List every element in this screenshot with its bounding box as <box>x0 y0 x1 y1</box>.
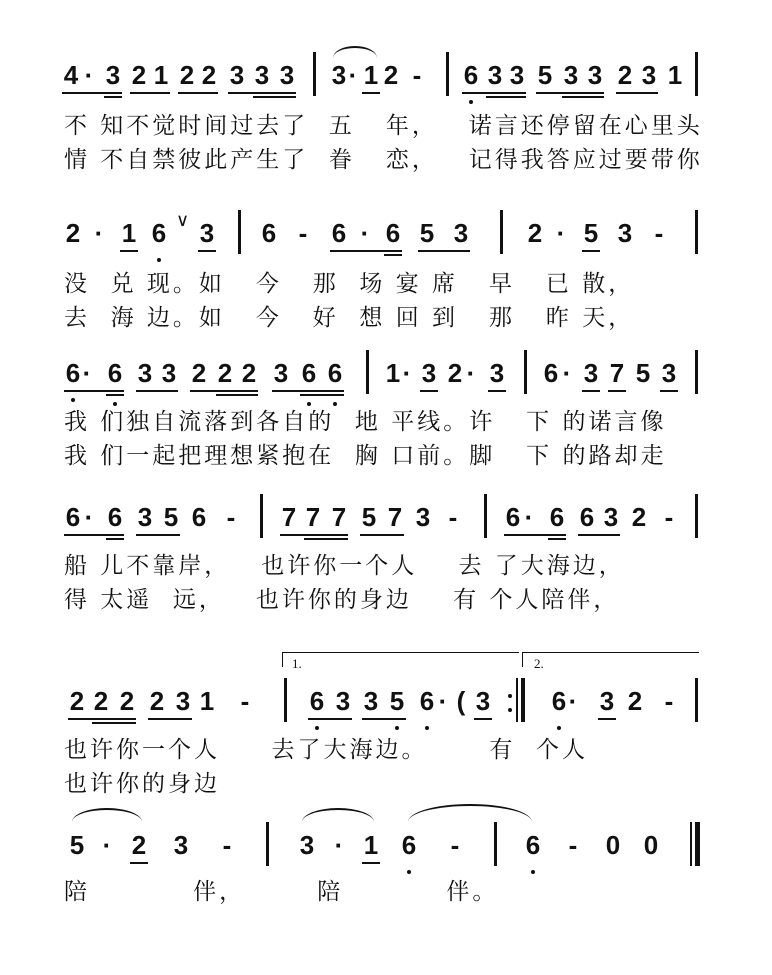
note-glyph: 3 <box>175 686 191 716</box>
beam-underline <box>362 92 380 94</box>
note-glyph: · <box>466 358 476 388</box>
barline <box>484 494 487 538</box>
beam-underline <box>660 390 678 392</box>
note-glyph: 6 <box>107 502 123 532</box>
note-glyph: - <box>568 830 578 860</box>
beam-underline <box>64 390 124 392</box>
note-glyph: 3 <box>583 358 599 388</box>
volta-2 <box>522 652 699 667</box>
note-glyph: 6 <box>543 358 559 388</box>
beam-underline <box>228 92 296 94</box>
note-glyph: 2 <box>217 358 233 388</box>
octave-dot <box>425 726 429 730</box>
beam-underline <box>598 718 616 720</box>
barline <box>500 210 503 254</box>
note-glyph: - <box>298 218 308 248</box>
barline <box>494 822 497 866</box>
note: 5 <box>537 60 553 90</box>
note-glyph: 6 <box>331 218 347 248</box>
note-glyph: 3 <box>599 686 615 716</box>
octave-dot <box>333 402 337 406</box>
beam-underline <box>330 250 402 252</box>
barline <box>266 822 269 866</box>
note-glyph: 2 <box>131 830 147 860</box>
barline <box>366 350 369 394</box>
beam-underline <box>486 96 526 98</box>
beam-underline <box>582 390 600 392</box>
beam-underline <box>420 390 438 392</box>
note-glyph: · <box>84 502 94 532</box>
note-glyph: · <box>82 358 92 388</box>
beam-underline <box>418 250 470 252</box>
volta-1-label: 1. <box>292 656 302 671</box>
volta-2-label: 2. <box>534 656 544 671</box>
beam-underline <box>120 250 138 252</box>
note-glyph: - <box>664 686 674 716</box>
octave-dot <box>315 726 319 730</box>
note-glyph: 3 <box>489 358 505 388</box>
beam-underline <box>548 538 566 540</box>
slur <box>333 46 377 58</box>
note: 3 <box>331 60 347 90</box>
note-glyph: 2 <box>447 358 463 388</box>
note: 1 <box>153 60 169 90</box>
barline <box>284 678 287 722</box>
beam-underline <box>280 534 348 536</box>
note-glyph: 2 <box>191 358 207 388</box>
notes-row <box>0 830 772 870</box>
note-glyph: · <box>94 218 104 248</box>
lyric-verse-1: 船 儿不靠岸， 也许你一个人 去 了大海边， <box>64 553 625 579</box>
note: 2 <box>617 60 633 90</box>
note: 3 <box>487 60 503 90</box>
barline <box>524 350 527 394</box>
note: 3 <box>254 60 270 90</box>
lyric-verse-2: 情 不自禁彼此产生了 眷 恋， 记得我答应过要带你 <box>64 147 703 173</box>
note: 3 <box>279 60 295 90</box>
note-glyph: 6 <box>549 502 565 532</box>
note-glyph: 3 <box>161 358 177 388</box>
note-glyph: 5 <box>635 358 651 388</box>
note-glyph: 6 <box>419 686 435 716</box>
lyric-verse-1: 也许你一个人 去了大海边。 有 个人 <box>64 737 589 763</box>
dot: · <box>348 60 358 90</box>
note-glyph: 3 <box>453 218 469 248</box>
note-glyph: 1 <box>121 218 137 248</box>
octave-dot <box>531 870 535 874</box>
octave-dot <box>307 402 311 406</box>
note-glyph: 6 <box>65 502 81 532</box>
note-glyph: 5 <box>419 218 435 248</box>
volta-1 <box>282 652 519 667</box>
barline <box>516 678 518 722</box>
beam-underline <box>504 534 566 536</box>
beam-underline <box>474 718 492 720</box>
beam-underline <box>216 394 258 396</box>
lyric-verse-1: 陪 伴， 陪 伴。 <box>64 879 499 905</box>
note-glyph: 6 <box>261 218 277 248</box>
note-glyph: 1 <box>385 358 401 388</box>
beam-underline <box>92 722 136 724</box>
note-glyph: 2 <box>119 686 135 716</box>
beam-underline <box>608 390 626 392</box>
note-glyph: 6 <box>191 502 207 532</box>
note-glyph: 3 <box>363 686 379 716</box>
beam-underline <box>488 390 506 392</box>
barline <box>238 210 241 254</box>
note-glyph: 6 <box>327 358 343 388</box>
note-glyph: - <box>664 502 674 532</box>
beam-underline <box>130 862 148 864</box>
note-glyph: 3 <box>661 358 677 388</box>
note-glyph: 5 <box>583 218 599 248</box>
beam-underline <box>360 534 404 536</box>
barline <box>695 350 698 394</box>
note: 2 <box>201 60 217 90</box>
barline <box>446 52 449 96</box>
barline <box>695 52 698 96</box>
barline <box>695 494 698 538</box>
note-glyph: 6 <box>107 358 123 388</box>
note: 3 <box>641 60 657 90</box>
note-glyph: 0 <box>643 830 659 860</box>
beam-underline <box>178 92 218 94</box>
lyric-verse-1: 不 知不觉时间过去了 五 年， 诺言还停留在心里头 <box>64 113 703 139</box>
note-glyph: 2 <box>149 686 165 716</box>
note-glyph: 2 <box>69 686 85 716</box>
beam-underline <box>104 96 122 98</box>
note-glyph: - <box>226 502 236 532</box>
note: 2 <box>131 60 147 90</box>
barline <box>313 52 316 96</box>
note-glyph: · <box>360 218 370 248</box>
note-glyph: · <box>402 358 412 388</box>
octave-dot <box>395 726 399 730</box>
note-glyph: 2 <box>93 686 109 716</box>
note-glyph: 2 <box>241 358 257 388</box>
beam-underline <box>578 534 620 536</box>
note-glyph: 6 <box>301 358 317 388</box>
note-glyph: 5 <box>69 830 85 860</box>
lyric-verse-2: 我 们一起把理想紧抱在 胸 口前。脚 下 的路却走 <box>64 443 667 469</box>
beam-underline <box>198 250 216 252</box>
note-glyph: 1 <box>363 830 379 860</box>
note-glyph: · <box>562 358 572 388</box>
note-glyph: 0 <box>605 830 621 860</box>
beam-underline <box>64 534 124 536</box>
note-glyph: 6 <box>505 502 521 532</box>
note-glyph: 7 <box>331 502 347 532</box>
octave-dot <box>71 398 75 402</box>
octave-dot <box>157 258 161 262</box>
note-glyph: 2 <box>527 218 543 248</box>
note-glyph: - <box>222 830 232 860</box>
note-glyph: 5 <box>389 686 405 716</box>
note: 1 <box>363 60 379 90</box>
lyric-verse-1: 没 兑 现。如 今 那 场 宴 席 早 已 散， <box>64 271 635 297</box>
note-glyph: · <box>524 502 534 532</box>
barline <box>695 210 698 254</box>
note-glyph: · <box>102 830 112 860</box>
beam-underline <box>136 534 180 536</box>
note-glyph: 3 <box>137 358 153 388</box>
note-glyph: 6 <box>551 686 567 716</box>
note-glyph: 3 <box>617 218 633 248</box>
note: 3 <box>587 60 603 90</box>
note-glyph: 3 <box>421 358 437 388</box>
beam-underline <box>106 538 124 540</box>
lyric-verse-2: 得 太遥 远， 也许你的身边 有 个人陪伴， <box>64 587 620 613</box>
note-glyph: 3 <box>199 218 215 248</box>
notes-row: 2 · 1 6 ∨ 3 6 - 6 · 6 5 3 2 · 5 3 - <box>0 218 772 258</box>
beam-underline <box>253 96 296 98</box>
beam-underline <box>148 718 192 720</box>
note-glyph: 3 <box>475 686 491 716</box>
notes-row <box>0 502 772 542</box>
barline <box>695 678 698 722</box>
beam-underline <box>136 390 178 392</box>
note-glyph: 3 <box>137 502 153 532</box>
note-glyph: 6 <box>309 686 325 716</box>
note: 3 <box>105 60 121 90</box>
note-glyph: 2 <box>65 218 81 248</box>
note-glyph: 7 <box>609 358 625 388</box>
notes-row <box>0 60 772 100</box>
beam-underline <box>272 390 344 392</box>
note-glyph: ( <box>456 686 466 716</box>
beam-underline <box>536 92 604 94</box>
lyric-verse-1: 我 们独自流落到各自的 地 平线。许 下 的诺言像 <box>64 409 667 435</box>
note-glyph: 3 <box>299 830 315 860</box>
beam-underline <box>384 254 402 256</box>
note-glyph: 2 <box>627 686 643 716</box>
note-glyph: 2 <box>631 502 647 532</box>
note: 1 <box>667 60 683 90</box>
beam-underline <box>190 390 258 392</box>
note-glyph: · <box>556 218 566 248</box>
beam-underline <box>462 92 526 94</box>
beam-underline <box>106 394 124 396</box>
note: 2 <box>179 60 195 90</box>
octave-dot <box>469 100 473 104</box>
beam-underline <box>562 96 604 98</box>
beam-underline <box>300 394 344 396</box>
note-glyph: 6 <box>525 830 541 860</box>
lyric-verse-2: 也许你的身边 <box>64 771 220 797</box>
note-glyph: 3 <box>273 358 289 388</box>
note-glyph: 5 <box>361 502 377 532</box>
note-glyph: 1 <box>199 686 215 716</box>
note-glyph: 3 <box>603 502 619 532</box>
slur <box>408 804 532 822</box>
note-glyph: - <box>450 830 460 860</box>
note-glyph: 3 <box>415 502 431 532</box>
beam-underline <box>582 250 600 252</box>
beam-underline <box>130 92 170 94</box>
beam-underline <box>616 92 658 94</box>
note-glyph: 6 <box>401 830 417 860</box>
note: 3 <box>509 60 525 90</box>
beam-underline <box>304 538 348 540</box>
beam-underline <box>308 718 352 720</box>
note-glyph: · <box>568 686 578 716</box>
note-glyph: - <box>240 686 250 716</box>
note-glyph: 5 <box>163 502 179 532</box>
notes-row <box>0 686 772 726</box>
octave-dot <box>407 870 411 874</box>
slur <box>72 808 142 822</box>
note-glyph: 3 <box>335 686 351 716</box>
barline <box>521 678 525 722</box>
dash: - <box>412 60 422 90</box>
note-glyph: 7 <box>387 502 403 532</box>
note-glyph: 7 <box>305 502 321 532</box>
beam-underline <box>62 92 122 94</box>
note: 3 <box>229 60 245 90</box>
note-glyph: · <box>438 686 448 716</box>
note-glyph: 7 <box>281 502 297 532</box>
notes-row <box>0 358 772 398</box>
note: 6 <box>463 60 479 90</box>
dot: · <box>84 60 94 90</box>
slur <box>302 808 374 822</box>
note-glyph: 6 <box>385 218 401 248</box>
note-glyph: - <box>654 218 664 248</box>
octave-dot <box>113 402 117 406</box>
barline <box>695 822 700 866</box>
note-glyph: 6 <box>151 218 167 248</box>
note-glyph: - <box>448 502 458 532</box>
barline <box>260 494 263 538</box>
octave-dot <box>508 694 512 698</box>
note: 4 <box>63 60 79 90</box>
note-glyph: · <box>334 830 344 860</box>
beam-underline <box>362 862 380 864</box>
octave-dot <box>557 726 561 730</box>
octave-dot <box>508 708 512 712</box>
barline <box>690 822 692 866</box>
note-glyph: 6 <box>579 502 595 532</box>
note-glyph: 3 <box>173 830 189 860</box>
beam-underline <box>362 718 406 720</box>
note-glyph: 6 <box>65 358 81 388</box>
note: 2 <box>383 60 399 90</box>
lyric-verse-2: 去 海 边。如 今 好 想 回 到 那 昨 天， <box>64 305 635 331</box>
note: 3 <box>563 60 579 90</box>
beam-underline <box>68 718 136 720</box>
